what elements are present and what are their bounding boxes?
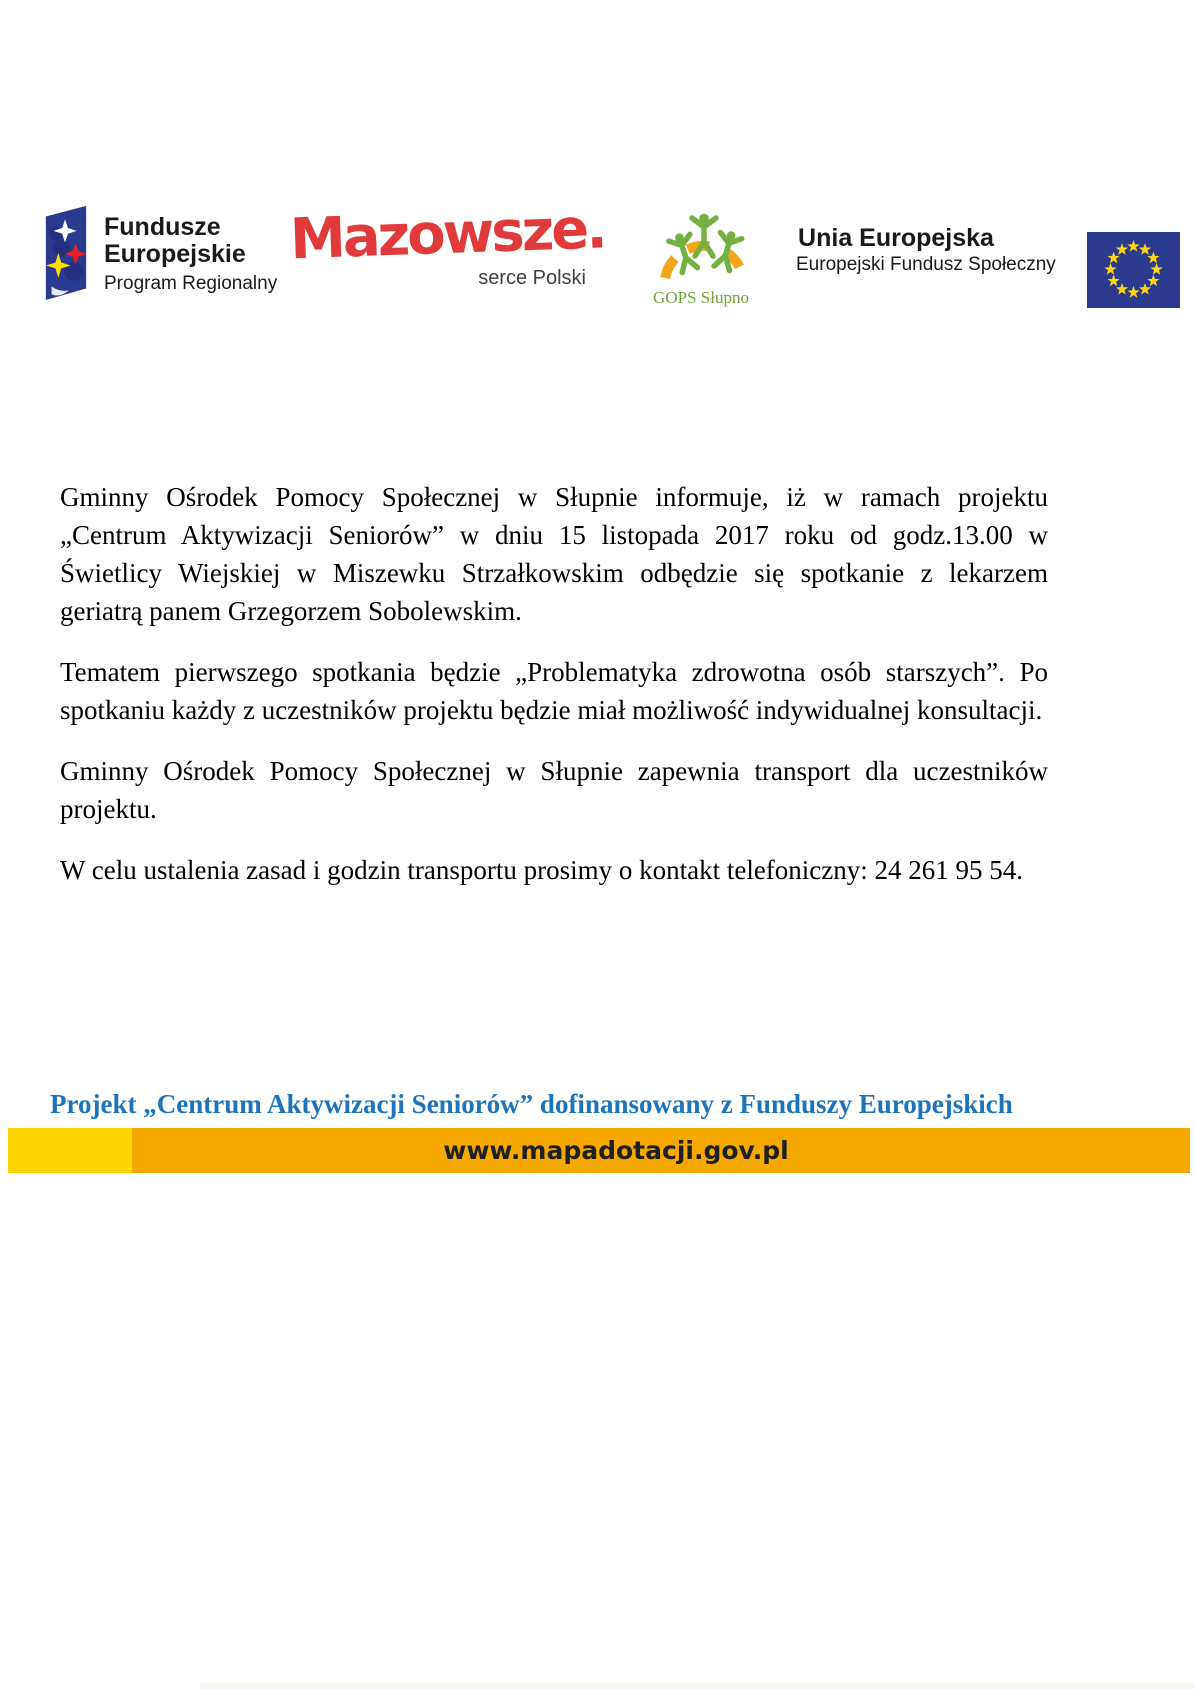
paragraph-contact-phone: W celu ustalenia zasad i godzin transportu prosimy o kontakt telefoniczny: 24 261 95 54.	[60, 855, 1024, 885]
paragraph-topic: Tematem pierwszego spotkania będzie „Problematyka zdrowotna osób starszych”. Po spotkaniu każdy z uczestników projektu będzie miał możliwość indywidualnej konsultacji.	[60, 657, 1048, 725]
unia-europejska-logo-text	[796, 224, 1056, 276]
mazowsze-tagline: serce Polski	[478, 267, 586, 289]
mazowsze-logo	[288, 196, 606, 290]
paragraph-announcement: Gminny Ośrodek Pomocy Społecznej w Słupnie informuje, iż w ramach projektu „Centrum Aktywizacji Seniorów” w dniu 15 listopada 2017 roku od godz.13.00 w Świetlicy Wiejskiej w Miszewku Strzałkowskim odbędzie się spotkanie z lekarzem geriatrą panem Grzegorzem Sobolewskim.	[60, 482, 1048, 626]
gops-people-icon	[651, 269, 751, 286]
document-body	[60, 478, 1048, 912]
mazowsze-wordmark: Mazowsze.	[288, 196, 606, 273]
fe-title-line1: Fundusze	[104, 213, 221, 241]
gops-slupno-logo	[648, 208, 754, 308]
ue-title: Unia Europejska	[798, 224, 994, 252]
fe-title-line2: Europejskie	[104, 240, 246, 268]
project-funding-line: Projekt „Centrum Aktywizacji Seniorów” dofinansowany z Funduszy Europejskich	[50, 1089, 1013, 1119]
banner-orange-bar	[132, 1128, 1190, 1173]
fe-flag-icon	[42, 204, 90, 305]
paragraph-transport: Gminny Ośrodek Pomocy Społecznej w Słupnie zapewnia transport dla uczestników projektu.	[60, 756, 1048, 824]
gops-label: GOPS Słupno	[653, 288, 749, 307]
fe-logo-text	[104, 214, 277, 295]
ue-subtitle: Europejski Fundusz Społeczny	[796, 254, 1056, 275]
fundusze-europejskie-logo	[42, 204, 277, 305]
mapadotacji-url: www.mapadotacji.gov.pl	[443, 1136, 789, 1165]
fe-subtitle: Program Regionalny	[104, 273, 278, 294]
page-bottom-shade	[200, 1682, 1195, 1689]
eu-flag-icon	[1087, 232, 1180, 313]
banner-yellow-block	[8, 1128, 132, 1173]
